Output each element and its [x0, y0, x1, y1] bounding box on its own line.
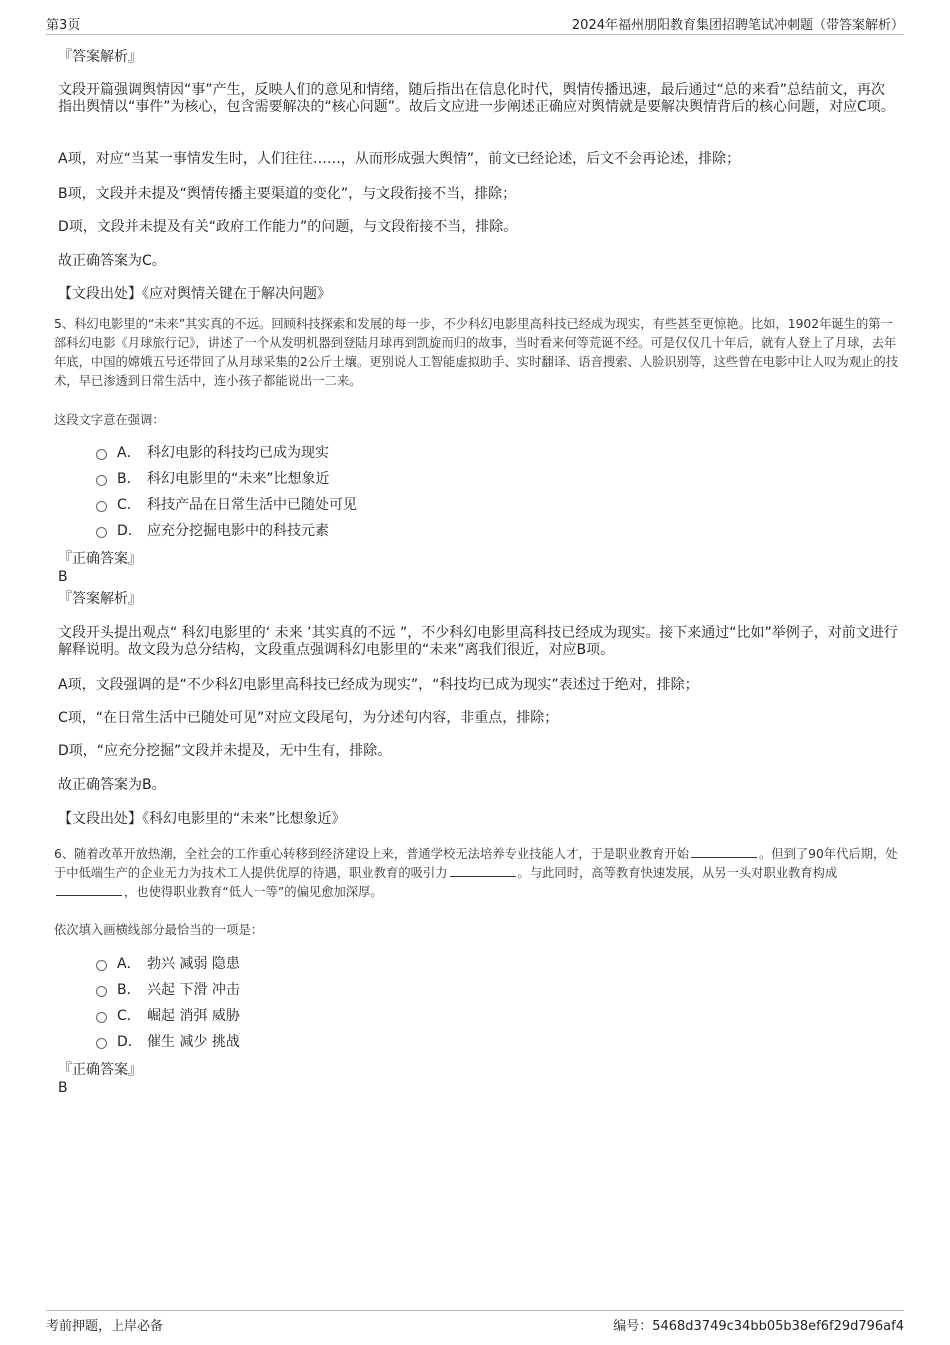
radio-icon[interactable]	[96, 1012, 107, 1023]
page-footer	[46, 1310, 904, 1337]
correct-answer-value: B	[58, 1080, 68, 1096]
analysis-line-b: B项，文段并未提及“舆情传播主要渠道的变化”，与文段衔接不当，排除；	[58, 186, 517, 202]
analysis-line-a: A项，对应“当某一事情发生时，人们往往……，从而形成强大舆情”，前文已经论述，后文不会再论述，排除；	[58, 151, 741, 167]
question-6-prompt: 依次填入画横线部分最恰当的一项是：	[54, 923, 264, 937]
document-id: 编号：5468d3749c34bb05b38ef6f29d796af4	[613, 1319, 904, 1334]
question-5-option-d[interactable]: D． 应充分挖掘电影中的科技元素	[96, 522, 329, 540]
analysis-text: 文段开篇强调舆情因“事”产生，反映人们的意见和情绪，随后指出在信息化时代，舆情传播迅速，最后通过“总的来看”总结前文，再次指出舆情以“事件”为核心，包含需要解决的“核心问题”。故后文应进一步阐述正确应对舆情就是要解决舆情背后的核心问题，对应C项。	[58, 82, 895, 115]
answer-conclusion: 故正确答案为B。	[58, 777, 166, 793]
analysis-label: 『答案解析』	[58, 591, 142, 607]
radio-icon[interactable]	[96, 1038, 107, 1049]
question-6-option-d[interactable]: D． 催生 减少 挑战	[96, 1033, 240, 1051]
answer-conclusion: 故正确答案为C。	[58, 253, 166, 269]
radio-icon[interactable]	[96, 986, 107, 997]
question-5-option-c[interactable]: C． 科技产品在日常生活中已随处可见	[96, 496, 357, 514]
correct-answer-label: 『正确答案』	[58, 1062, 142, 1078]
fill-blank-3[interactable]	[56, 883, 122, 896]
analysis-text: 文段开头提出观点“ 科幻电影里的‘ 未来 ’其实真的不远 ”，不少科幻电影里高科技已经成为现实。接下来通过“比如”举例子，对前文进行解释说明。故文段为总分结构，文段重点强调科幻电影里的“未来”离我们很近，对应B项。	[58, 625, 898, 658]
question-5-option-b[interactable]: B． 科幻电影里的“未来”比想象近	[96, 470, 330, 488]
question-6-option-b[interactable]: B． 兴起 下滑 冲击	[96, 981, 240, 999]
page-header	[46, 14, 904, 35]
radio-icon[interactable]	[96, 475, 107, 486]
correct-answer-label: 『正确答案』	[58, 551, 142, 567]
radio-icon[interactable]	[96, 501, 107, 512]
analysis-line-a: A项，文段强调的是“不少科幻电影里高科技已经成为现实”，“科技均已成为现实”表述过于绝对，排除；	[58, 677, 699, 693]
footer-slogan: 考前押题，上岸必备	[46, 1319, 164, 1334]
analysis-label: 『答案解析』	[58, 49, 142, 65]
source-citation: 【文段出处】《科幻电影里的“未来”比想象近》	[58, 811, 346, 827]
analysis-line-c: C项，“在日常生活中已随处可见”对应文段尾句，为分述句内容，非重点，排除；	[58, 710, 559, 726]
radio-icon[interactable]	[96, 527, 107, 538]
question-5-option-a[interactable]: A． 科幻电影的科技均已成为现实	[96, 444, 329, 462]
analysis-line-d: D项，文段并未提及有关“政府工作能力”的问题，与文段衔接不当，排除。	[58, 219, 518, 235]
page-number: 第3页	[46, 18, 81, 33]
radio-icon[interactable]	[96, 960, 107, 971]
question-6-text: 6、随着改革开放热潮，全社会的工作重心转移到经济建设上来，普通学校无法培养专业技能人才，于是职业教育开始 。但到了90年代后期，处于中低端生产的企业无力为技术工人提供优厚的待遇，职业教育的吸引力 。与此同时，高等教育快速发展，从另一头对职业教育构成，也使得职业教育“低人一等”的偏见愈加深厚。	[54, 847, 898, 899]
correct-answer-value: B	[58, 569, 68, 585]
question-5-text: 5、科幻电影里的“未来”其实真的不远。回顾科技探索和发展的每一步，不少科幻电影里高科技已经成为现实，有些甚至更惊艳。比如，1902年诞生的第一部科幻电影《月球旅行记》，讲述了一个从发明机器到登陆月球再到凯旋而归的故事，当时看来何等荒诞不经。可是仅仅几十年后，就有人登上了月球，去年年底，中国的嫦娥五号还带回了从月球采集的2公斤土壤。更别说人工智能虚拟助手、实时翻译、语音搜索、人脸识别等，这些曾在电影中让人叹为观止的技术，早已渗透到日常生活中，连小孩子都能说出一二来。	[54, 317, 899, 388]
source-citation: 【文段出处】《应对舆情关键在于解决问题》	[58, 286, 331, 302]
radio-icon[interactable]	[96, 449, 107, 460]
question-6-option-c[interactable]: C． 崛起 消弭 威胁	[96, 1007, 240, 1025]
fill-blank-2[interactable]	[450, 864, 516, 877]
document-title: 2024年福州朋阳教育集团招聘笔试冲刺题（带答案解析）	[571, 18, 904, 33]
analysis-line-d: D项，“应充分挖掘”文段并未提及，无中生有，排除。	[58, 743, 392, 759]
question-6-option-a[interactable]: A． 勃兴 减弱 隐患	[96, 955, 240, 973]
question-5-prompt: 这段文字意在强调：	[54, 413, 165, 427]
fill-blank-1[interactable]	[691, 845, 757, 858]
